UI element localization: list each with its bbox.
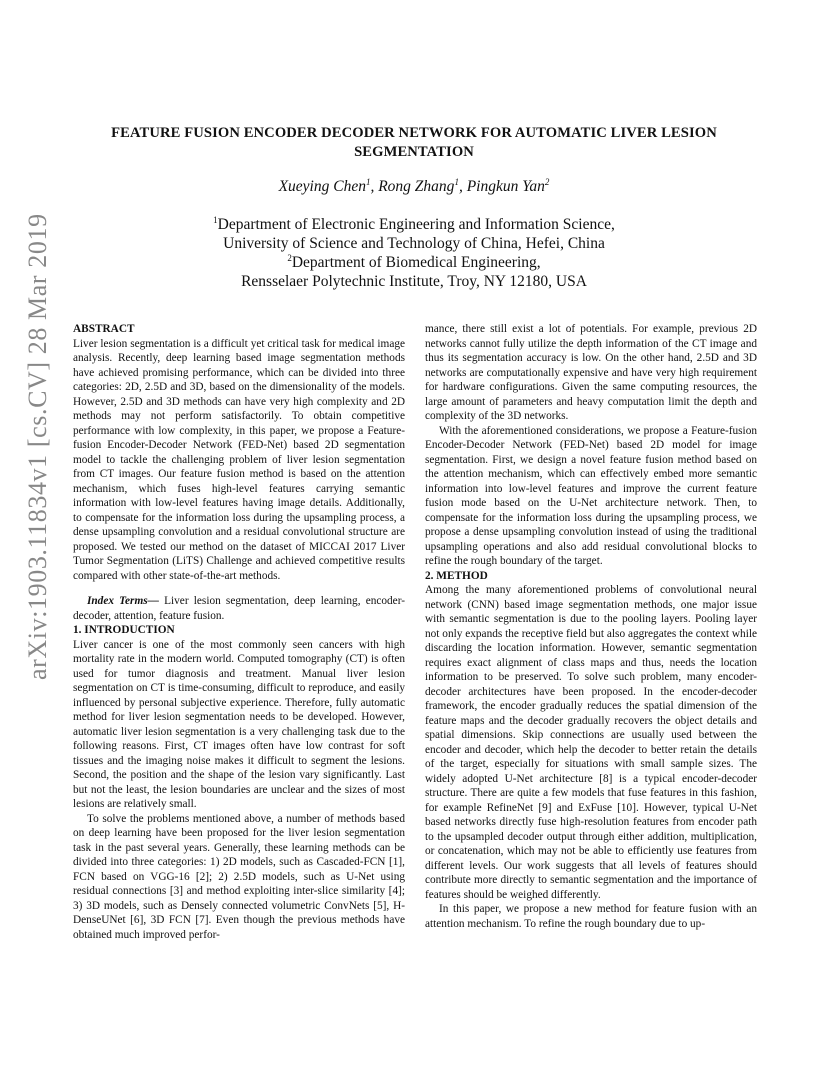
author-name: Rong Zhang — [378, 178, 455, 195]
method-paragraph: Among the many aforementioned problems of convolutional neural network (CNN) based image segmentation methods, one major issue with semantic segmentation is due to the pooling layers. Pooling layer not only expands the receptive field but also aggregates the context while discarding the location information. However, semantic segmentation requires exact alignment of class maps and thus, needs the location information to be preserved. To solve such problem, many encoder-decoder architectures have been proposed. In the encoder-decoder framework, the encoder gradually reduces the spatial dimension of the feature maps and the decoder gradually recovers the object details and spatial dimensions. Skip connections are usually used between the encoder and decoder, which help the decoder to better retain the details of the target, especially for situations with small sample sizes. The widely adopted U-Net architecture [8] is a typical encoder-decoder structure. There are quite a few models that fuse features in this fashion, for example RefineNet [9] and ExFuse [10]. However, typical U-Net based networks directly fuse high-resolution features from encoder path to the upsampled decoder output through either addition, multiplication, or concatenation, which may not be able to efficiently use features from different levels. Our work suggests that all levels of features should contribute more directly to semantic segmentation and the importance of features should be weighed differently. — [425, 584, 757, 901]
author-affiliation-mark: 1 — [365, 176, 371, 187]
affiliation-line: University of Science and Technology of China, Hefei, China — [223, 235, 605, 252]
author-separator: , — [370, 178, 379, 195]
intro-paragraph: Liver cancer is one of the most commonly seen cancers with high mortality rate in the modern world. Computed tomography (CT) is often used for tumor diagnosis and treatment. Manual liver lesion segmentation on CT is time-consuming, difficult to reproduce, and easily influenced by personal subjective experience. Therefore, fully automatic method for liver lesion segmentation needs to be developed. However, automatic liver lesion segmentation is a very challenging task due to the following reasons. First, CT images often have low contrast for soft tissues and the imaging noise makes it difficult to segment the lesions. Second, the position and the shape of the lesion vary significantly. Last but not the least, the lesion boundaries are unclear and the sizes of most lesions are relatively small. — [73, 638, 405, 810]
method-paragraph: In this paper, we propose a new method for feature fusion with an attention mechanism. To refine the rough boundary due to up- — [425, 903, 757, 930]
index-terms-label: Index Terms— — [87, 595, 159, 607]
index-terms — [73, 594, 405, 623]
author-affiliation-mark: 1 — [454, 176, 459, 187]
author-separator: , — [458, 178, 467, 195]
index-terms-text: Liver lesion segmentation, deep learning, encoder-decoder, attention, feature fusion. — [73, 595, 405, 622]
affiliation-line: $^2$Department of Biomedical Engineering, — [287, 252, 541, 271]
abstract-body: Liver lesion segmentation is a difficult yet critical task for medical image analysis. Recently, deep learning based image segmentation methods have achieved promising performance, which can be divided into three categories: 2D, 2.5D and 3D, based on the dimensionality of the models. However, 2.5D and 3D methods can have very high complexity and 2D methods may not perform satisfactorily. To obtain competitive performance with low complexity, in this paper, we propose a Feature-fusion Encoder-Decoder Network (FED-Net) based 2D segmentation model to tackle the challenging problem of liver lesion segmentation from CT images. Our feature fusion method is based on the attention mechanism, which fuses high-level features carrying semantic information with low-level features having image details. Additionally, to compensate for the information loss during the upsampling process, a dense upsampling convolution and a residual convolutional structure are proposed. We tested our method on the dataset of MICCAI 2017 Liver Tumor Segmentation (LiTS) Challenge and achieved competitive results compared with other state-of-the-art methods. — [73, 337, 405, 582]
author-name: Pingkun Yan — [466, 178, 545, 195]
author-name: Xueying Chen — [278, 178, 366, 195]
arxiv-identifier: arXiv:1903.11834v1 [cs.CV] 28 Mar 2019 — [23, 213, 52, 680]
abstract-heading: ABSTRACT — [73, 323, 135, 335]
affiliations — [70, 215, 758, 291]
author-affiliation-mark: 2 — [544, 176, 550, 187]
intro-paragraph: To solve the problems mentioned above, a number of methods based on deep learning have been proposed for the liver lesion segmentation task in the past several years. Generally, these learning methods can be divided into three categories: 1) 2D models, such as Cascaded-FCN [1], FCN based on VGG-16 [2]; 2) 2.5D models, such as U-Net using residual connections [3] and method exploiting inter-slice similarity [4]; 3) 3D models, such as Densely connected volumetric ConvNets [5], H-DenseUNet [6], 3D FCN [7]. Even though the previous methods have obtained much improved perfor- — [73, 812, 405, 941]
intro-paragraph: mance, there still exist a lot of potentials. For example, previous 2D networks cannot fully utilize the depth information of the CT image and thus its segmentation accuracy is low. On the other hand, 2.5D and 3D networks are computationally expensive and have very high requirement for hardware configurations. Given the same computing resources, the large amount of parameters and heavy computation limit the depth and complexity of the 3D networks. — [425, 323, 757, 422]
right-column — [425, 322, 757, 931]
intro-paragraph: With the aforementioned considerations, we propose a Feature-fusion Encoder-Decoder Network (FED-Net) based 2D model for image segmentation. First, we design a novel feature fusion method based on the attention mechanism, which can effectively embed more semantic information into low-level features and improve the current feature fusion mode based on the U-Net architecture network. Then, to compensate for the information loss during the upsampling process, we propose a dense upsampling convolution instead of using the traditional upsampling operations and also add residual convolutional blocks to refine the rough boundary of the target. — [425, 424, 757, 567]
author-list — [70, 177, 758, 197]
paper-title: FEATURE FUSION ENCODER DECODER NETWORK FOR AUTOMATIC LIVER LESION SEGMENTATION — [111, 125, 717, 160]
introduction-heading: 1. INTRODUCTION — [73, 624, 175, 636]
left-column — [73, 322, 405, 942]
affiliation-line: Rensselaer Polytechnic Institute, Troy, NY 12180, USA — [241, 273, 587, 290]
method-heading: 2. METHOD — [425, 569, 488, 582]
affiliation-line: $^1$Department of Electronic Engineering and Information Science, — [213, 214, 615, 233]
